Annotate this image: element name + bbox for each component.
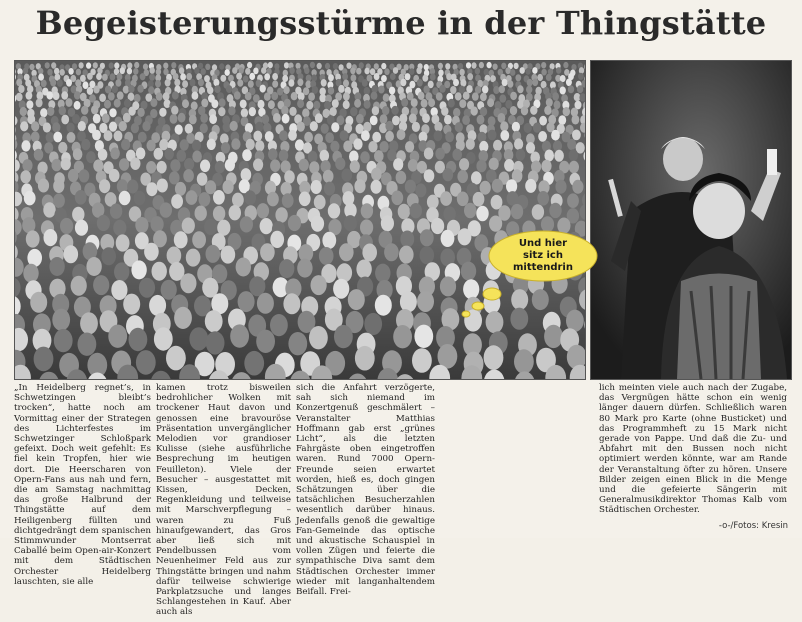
article-column-1 <box>14 383 151 591</box>
thought-line-2: sitz ich <box>486 250 600 262</box>
column-4-text: lich meinten viele auch nach der Zugabe, das Vergnügen hätte schon ein wenig länger dauern dürfen. Schließlich waren 80 Mark pro Karte (ohne Busticket) und das Programmheft zu 15 Mark nicht gerade von Pappe. Und daß die Zu- und Abfahrt mit den Bussen noch nicht optimiert werden könnte, war am Rande der Veranstaltung öfter zu hören. Unsere Bilder zeigen einen Blick in die Menge und die gefeierte Sängerin mit Generalmusikdirektor Thomas Kalb vom Städtischen Orchester. <box>599 383 787 516</box>
singer-conductor-image <box>591 61 791 379</box>
thought-bubble-trail <box>456 280 506 320</box>
article-column-4 <box>599 383 787 520</box>
thought-line-1: Und hier <box>486 238 600 250</box>
article-column-3 <box>296 383 435 601</box>
headline: Begeisterungsstürme in der Thingstätte <box>0 4 802 42</box>
crowd-photo <box>14 60 586 380</box>
crowd-image <box>15 61 585 379</box>
column-2-text: kamen trotz bisweilen bedrohlicher Wolken mit trockener Haut davon und genossen eine bravouröse Präsentation unvergänglicher Melodien vor grandioser Kulisse (siehe ausführliche Besprechung im heutigen Feuilleton). Viele der Besucher – ausgestattet mit Kissen, Decken, Regenkleidung und teilweise mit Marschverpflegung – waren zu Fuß hinaufgewandert, das Gros aber ließ sich mit Pendelbussen vom Neuenheimer Feld aus zur Thingstätte bringen und nahm dafür teilweise schwierige Parkplatzsuche und langes Schlangestehen in Kauf. Aber auch als <box>156 383 291 618</box>
column-1-text: „In Heidelberg regnet’s, in Schwetzingen bleibt’s trocken“, hatte noch am Vormittag einer der Strategen des Lichterfestes im Schwetzinger Schloßpark gefeixt. Doch weit gefehlt: Es fiel kein Tropfen, hier wie dort. Die Heerscharen von Opern-Fans aus nah und fern, die am Samstag nachmittag das große Halbrund der Thingstätte auf dem Heiligenberg füllten und dichtgedrängt dem spanischen Stimmwunder Montserrat Caballé beim Open-air-Konzert mit dem Städtischen Orchester Heidelberg lauschten, sie alle <box>14 383 151 587</box>
photo-credit: -o-/Fotos: Kresin <box>719 521 788 531</box>
column-3-text: sich die Anfahrt verzögerte, sah sich niemand im Konzertgenuß geschmälert – Veranstalter Matthias Hoffmann gab erst „grünes Licht“, als die letzten Fahrgäste oben eingetroffen waren. Rund 7000 Opern-Freunde seien erwartet worden, hieß es, doch gingen Schätzungen über die tatsächlichen Besucherzahlen wesentlich darüber hinaus. Jedenfalls genoß die gewaltige Fan-Gemeinde das optische und akustische Schauspiel in vollen Zügen und feierte die sympathische Diva samt dem Städtischen Orchester immer wieder mit langanhaltendem Beifall. Frei- <box>296 383 435 597</box>
stage-photo <box>590 60 792 380</box>
thought-line-3: mittendrin <box>486 262 600 274</box>
thought-bubble-text <box>486 238 600 274</box>
article-column-2 <box>156 383 291 622</box>
